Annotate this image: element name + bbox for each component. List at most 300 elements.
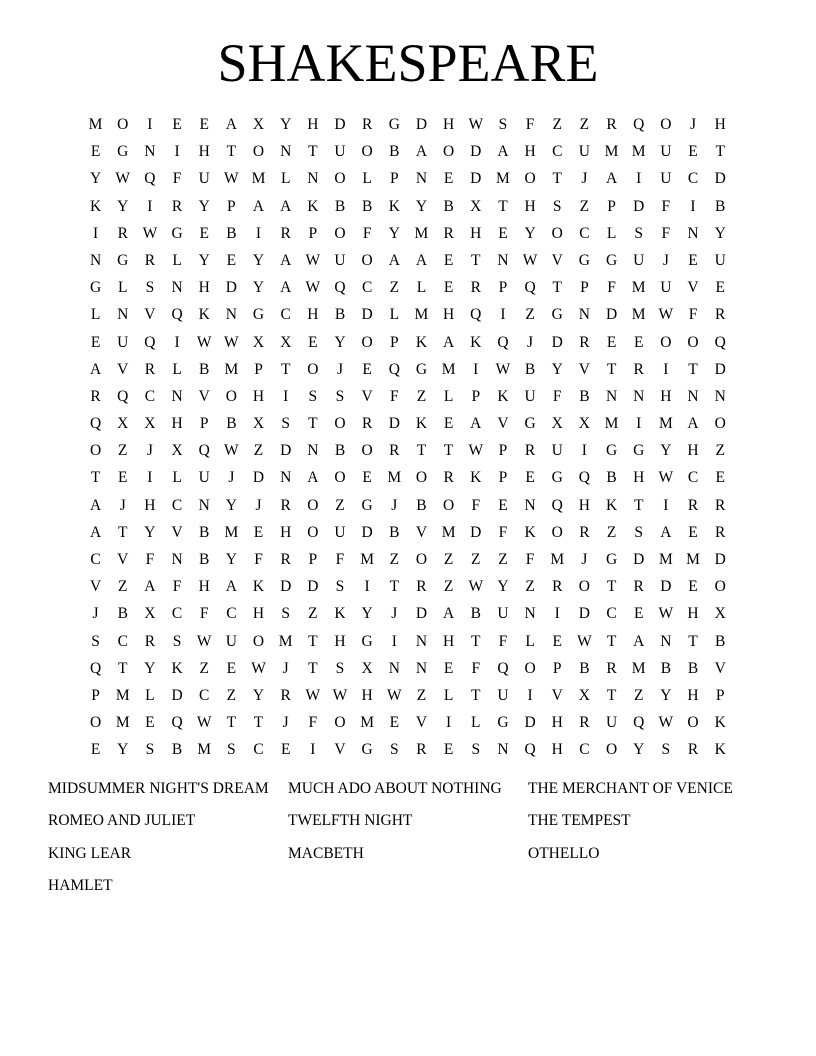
grid-cell: A [225, 116, 237, 133]
grid-cell: H [198, 578, 210, 596]
grid-cell: F [552, 387, 562, 405]
grid-row [82, 709, 734, 736]
grid-cell: Y [144, 659, 156, 677]
grid-cell: J [92, 605, 99, 623]
grid-cell: G [89, 279, 102, 297]
grid-cell: H [524, 197, 536, 215]
grid-cell: D [280, 442, 292, 460]
grid-cell: E [199, 116, 209, 133]
grid-cell: F [688, 306, 698, 324]
grid-cell: Z [443, 551, 454, 568]
grid-cell: W [142, 224, 158, 242]
grid-cell: Z [416, 686, 427, 704]
grid-cell: E [443, 251, 454, 269]
grid-cell: R [280, 496, 291, 514]
grid-cell: O [524, 659, 536, 677]
grid-cell: G [117, 143, 129, 161]
grid-cell: M [658, 415, 673, 433]
grid-cell: F [199, 605, 209, 623]
grid-cell: M [251, 170, 266, 188]
grid-cell: R [144, 632, 156, 650]
grid-cell: H [578, 496, 590, 514]
grid-cell: O [361, 251, 373, 269]
grid-cell: Y [252, 279, 265, 297]
grid-cell: E [172, 116, 182, 133]
grid-cell: O [334, 170, 346, 188]
grid-cell: E [280, 741, 291, 759]
grid-cell: C [606, 605, 617, 623]
grid-cell: E [443, 415, 454, 433]
grid-cell: M [441, 523, 456, 541]
grid-cell: H [687, 686, 699, 704]
grid-cell: U [605, 714, 618, 732]
grid-cell: E [552, 632, 562, 650]
grid-cell: N [633, 387, 645, 405]
grid-cell: N [171, 279, 183, 297]
grid-cell: T [498, 197, 508, 215]
grid-cell: M [496, 170, 510, 188]
grid-cell: R [606, 659, 617, 677]
grid-cell: D [388, 415, 400, 433]
grid-cell: D [714, 170, 726, 188]
grid-cell: K [415, 415, 428, 433]
grid-cell: I [500, 306, 506, 324]
grid-cell: T [606, 360, 617, 378]
grid-cell: T [308, 143, 318, 161]
grid-cell: J [228, 469, 235, 487]
grid-cell: V [415, 523, 428, 541]
grid-cell: O [443, 143, 455, 161]
grid-cell: Y [144, 523, 156, 541]
grid-cell: C [171, 496, 183, 514]
grid-cell: R [715, 496, 726, 514]
grid-cell: D [361, 523, 373, 541]
grid-cell: Q [470, 306, 482, 324]
grid-cell: K [470, 333, 482, 351]
grid-row [82, 138, 734, 165]
grid-cell: S [389, 741, 399, 759]
grid-row [82, 600, 734, 627]
grid-cell: S [145, 279, 155, 297]
grid-cell: Q [497, 659, 509, 677]
grid-cell: Q [171, 714, 183, 732]
grid-cell: U [633, 251, 645, 269]
grid-cell: S [335, 578, 345, 596]
grid-cell: G [388, 116, 400, 133]
grid-cell: C [171, 605, 183, 623]
grid-cell: F [172, 578, 182, 596]
grid-cell: Q [714, 333, 726, 351]
grid-cell: S [172, 632, 182, 650]
grid-cell: H [252, 605, 265, 623]
grid-cell: N [144, 143, 156, 161]
grid-cell: N [524, 496, 536, 514]
grid-cell: V [687, 279, 699, 297]
grid-cell: W [305, 251, 321, 269]
grid-cell: T [715, 143, 725, 161]
grid-cell: C [280, 306, 291, 324]
grid-cell: F [389, 387, 399, 405]
grid-cell: B [660, 659, 672, 677]
grid-cell: J [255, 496, 262, 514]
grid-cell: B [606, 469, 617, 487]
grid-cell: M [631, 143, 646, 161]
grid-cell: I [636, 170, 642, 188]
grid-cell: T [471, 632, 481, 650]
grid-cell: L [389, 306, 400, 324]
grid-cell: T [308, 632, 318, 650]
grid-row [82, 519, 734, 546]
grid-cell: A [605, 170, 618, 188]
grid-cell: Q [578, 469, 590, 487]
grid-cell: M [387, 469, 402, 487]
grid-cell: O [225, 387, 237, 405]
grid-cell: R [280, 686, 291, 704]
grid-cell: Y [660, 686, 672, 704]
grid-cell: D [415, 116, 428, 133]
grid-cell: O [714, 578, 726, 596]
grid-cell: O [415, 469, 428, 487]
grid-cell: B [171, 741, 183, 759]
grid-cell: M [115, 714, 130, 732]
grid-cell: M [197, 741, 212, 759]
grid-cell: B [687, 659, 699, 677]
grid-cell: D [524, 714, 536, 732]
grid-cell: I [174, 333, 180, 351]
grid-row [82, 301, 734, 328]
grid-cell: N [714, 387, 726, 405]
grid-cell: U [334, 143, 346, 161]
grid-cell: K [415, 333, 428, 351]
grid-cell: I [581, 442, 587, 460]
grid-cell: H [361, 686, 373, 704]
grid-cell: Y [225, 551, 237, 568]
grid-cell: H [633, 469, 645, 487]
grid-cell: H [443, 306, 455, 324]
grid-row [82, 193, 734, 220]
grid-row [82, 111, 734, 138]
grid-cell: S [661, 741, 671, 759]
grid-cell: X [714, 605, 726, 623]
grid-cell: E [498, 496, 508, 514]
grid-cell: C [552, 143, 563, 161]
grid-cell: R [552, 578, 563, 596]
grid-cell: O [89, 442, 102, 460]
grid-cell: X [470, 197, 482, 215]
grid-cell: R [633, 360, 644, 378]
grid-cell: W [305, 686, 321, 704]
grid-cell: Z [118, 442, 128, 460]
grid-cell: V [551, 251, 563, 269]
grid-cell: M [414, 306, 429, 324]
grid-cell: E [308, 333, 318, 351]
grid-cell: O [334, 224, 346, 242]
grid-cell: K [171, 659, 183, 677]
grid-cell: E [389, 714, 400, 732]
grid-cell: Z [552, 116, 562, 133]
grid-cell: G [605, 442, 618, 460]
grid-cell: H [443, 632, 455, 650]
grid-cell: N [605, 387, 618, 405]
word-list-item: KING LEAR [48, 844, 132, 862]
grid-cell: F [525, 116, 535, 133]
grid-cell: H [524, 143, 536, 161]
grid-cell: R [579, 714, 590, 732]
grid-cell: J [119, 496, 126, 514]
grid-cell: A [660, 523, 672, 541]
word-list-item: MIDSUMMER NIGHT'S DREAM [48, 780, 269, 797]
grid-cell: T [226, 714, 237, 732]
grid-cell: E [715, 279, 725, 297]
grid-cell: O [361, 143, 373, 161]
grid-cell: F [498, 632, 508, 650]
grid-cell: B [334, 197, 346, 215]
grid-cell: V [89, 578, 102, 596]
grid-cell: Q [334, 279, 346, 297]
grid-cell: R [687, 741, 699, 759]
grid-cell: S [281, 605, 290, 623]
grid-cell: X [144, 415, 156, 433]
grid-cell: I [174, 143, 180, 161]
grid-cell: B [199, 551, 210, 568]
grid-cell: D [171, 686, 183, 704]
grid-cell: W [577, 632, 592, 650]
grid-cell: A [280, 251, 292, 269]
grid-cell: G [252, 306, 265, 324]
grid-cell: N [578, 306, 590, 324]
grid-cell: D [280, 578, 292, 596]
grid-cell: Q [524, 741, 536, 759]
grid-cell: L [416, 279, 427, 297]
grid-cell: W [305, 279, 321, 297]
grid-cell: N [497, 251, 509, 269]
grid-cell: U [524, 387, 536, 405]
grid-cell: Y [117, 197, 129, 215]
grid-cell: R [606, 116, 617, 133]
grid-cell: G [633, 442, 645, 460]
grid-cell: O [660, 116, 672, 133]
grid-cell: T [688, 360, 698, 378]
grid-cell: J [336, 360, 343, 378]
grid-cell: C [226, 605, 237, 623]
grid-cell: H [443, 116, 455, 133]
grid-cell: A [225, 578, 237, 596]
grid-cell: A [415, 251, 428, 269]
grid-cell: J [146, 442, 153, 460]
grid-cell: W [468, 578, 484, 596]
grid-row [82, 736, 734, 763]
grid-cell: E [90, 143, 101, 161]
grid-cell: X [252, 415, 265, 433]
grid-cell: S [335, 659, 345, 677]
grid-cell: A [252, 197, 265, 215]
grid-cell: H [252, 387, 265, 405]
word-list-item: HAMLET [48, 877, 113, 895]
grid-cell: J [689, 116, 697, 133]
word-list-item: TWELFTH NIGHT [288, 812, 413, 830]
grid-cell: C [117, 632, 128, 650]
grid-cell: A [280, 279, 292, 297]
grid-cell: T [118, 523, 128, 541]
grid-cell: L [525, 632, 535, 650]
grid-cell: P [715, 686, 725, 704]
grid-cell: D [415, 605, 428, 623]
grid-row [82, 492, 734, 519]
grid-cell: K [605, 496, 618, 514]
grid-cell: U [660, 279, 672, 297]
grid-cell: D [470, 143, 482, 161]
grid-cell: C [579, 224, 590, 242]
grid-cell: L [172, 360, 182, 378]
grid-cell: O [307, 360, 319, 378]
grid-cell: A [89, 360, 102, 378]
grid-cell: O [307, 523, 319, 541]
grid-cell: S [145, 741, 155, 759]
grid-cell: T [90, 469, 101, 487]
grid-cell: D [633, 551, 645, 568]
grid-cell: R [524, 442, 536, 460]
grid-cell: Z [253, 442, 264, 460]
grid-cell: P [254, 360, 263, 378]
grid-cell: D [334, 116, 346, 133]
grid-cell: F [335, 551, 345, 568]
grid-cell: W [468, 442, 484, 460]
grid-cell: C [687, 170, 699, 188]
grid-cell: O [551, 224, 563, 242]
word-list-item: THE MERCHANT OF VENICE [528, 780, 733, 797]
grid-cell: R [361, 116, 373, 133]
grid-cell: M [604, 143, 619, 161]
grid-cell: G [551, 469, 563, 487]
grid-cell: H [307, 306, 319, 324]
grid-cell: Y [361, 605, 373, 623]
grid-cell: Y [117, 741, 129, 759]
grid-cell: U [334, 251, 346, 269]
grid-cell: P [308, 551, 318, 568]
grid-cell: Z [226, 686, 237, 704]
grid-cell: D [470, 523, 482, 541]
grid-cell: Q [198, 442, 210, 460]
grid-cell: Z [498, 551, 508, 568]
grid-cell: B [579, 387, 590, 405]
grid-cell: G [361, 496, 373, 514]
grid-cell: L [172, 469, 182, 487]
grid-cell: N [388, 659, 400, 677]
grid-cell: T [606, 578, 617, 596]
grid-cell: Y [198, 197, 210, 215]
grid-cell: D [633, 197, 645, 215]
grid-cell: D [361, 306, 373, 324]
grid-cell: S [335, 387, 345, 405]
grid-cell: B [226, 224, 237, 242]
grid-cell: Q [144, 170, 156, 188]
grid-cell: L [362, 170, 372, 188]
grid-cell: B [361, 197, 373, 215]
grid-cell: P [498, 442, 508, 460]
grid-cell: J [391, 605, 398, 623]
grid-cell: I [391, 632, 397, 650]
grid-cell: O [443, 496, 455, 514]
grid-cell: W [468, 116, 484, 133]
grid-cell: Q [633, 116, 645, 133]
grid-cell: H [687, 442, 699, 460]
grid-cell: I [147, 469, 153, 487]
grid-cell: W [224, 442, 239, 460]
grid-cell: U [334, 523, 346, 541]
grid-cell: N [497, 741, 509, 759]
grid-cell: S [91, 632, 100, 650]
grid-cell: V [415, 714, 428, 732]
grid-cell: A [415, 143, 428, 161]
grid-cell: E [90, 741, 101, 759]
grid-cell: Q [144, 333, 156, 351]
grid-cell: O [660, 333, 672, 351]
grid-cell: M [360, 714, 375, 732]
grid-cell: Z [389, 551, 400, 568]
grid-cell: A [89, 523, 102, 541]
grid-cell: E [226, 659, 237, 677]
grid-cell: M [115, 686, 130, 704]
grid-cell: W [658, 714, 674, 732]
grid-cell: V [497, 415, 509, 433]
grid-cell: U [117, 333, 129, 351]
grid-cell: O [117, 116, 129, 133]
grid-cell: O [89, 714, 102, 732]
grid-cell: A [443, 333, 455, 351]
grid-cell: L [118, 279, 128, 297]
grid-cell: W [386, 686, 402, 704]
grid-cell: N [280, 143, 292, 161]
grid-cell: K [252, 578, 265, 596]
grid-cell: A [633, 632, 645, 650]
grid-cell: S [552, 197, 562, 215]
grid-cell: T [389, 578, 400, 596]
grid-cell: K [524, 523, 536, 541]
grid-cell: M [604, 415, 619, 433]
grid-cell: P [308, 224, 318, 242]
grid-row [82, 383, 734, 410]
grid-cell: Q [117, 387, 129, 405]
grid-cell: R [416, 578, 427, 596]
grid-cell: G [605, 251, 618, 269]
grid-cell: W [224, 170, 239, 188]
grid-cell: O [334, 714, 346, 732]
grid-cell: M [686, 551, 700, 568]
grid-cell: T [552, 279, 562, 297]
grid-cell: N [307, 170, 319, 188]
grid-cell: P [498, 469, 508, 487]
grid-cell: Z [118, 578, 128, 596]
grid-cell: K [714, 714, 726, 732]
grid-cell: O [361, 333, 373, 351]
grid-cell: T [226, 143, 237, 161]
grid-cell: G [415, 360, 428, 378]
grid-cell: M [224, 523, 239, 541]
grid-cell: Q [497, 333, 509, 351]
grid-cell: P [607, 197, 616, 215]
grid-cell: A [687, 415, 699, 433]
grid-cell: O [334, 415, 346, 433]
grid-cell: N [307, 442, 319, 460]
grid-cell: H [551, 714, 563, 732]
grid-row [82, 410, 734, 437]
grid-cell: Y [388, 224, 400, 242]
grid-cell: T [416, 442, 427, 460]
grid-cell: J [282, 714, 289, 732]
grid-cell: B [334, 306, 346, 324]
grid-cell: V [334, 741, 346, 759]
grid-cell: U [198, 469, 210, 487]
